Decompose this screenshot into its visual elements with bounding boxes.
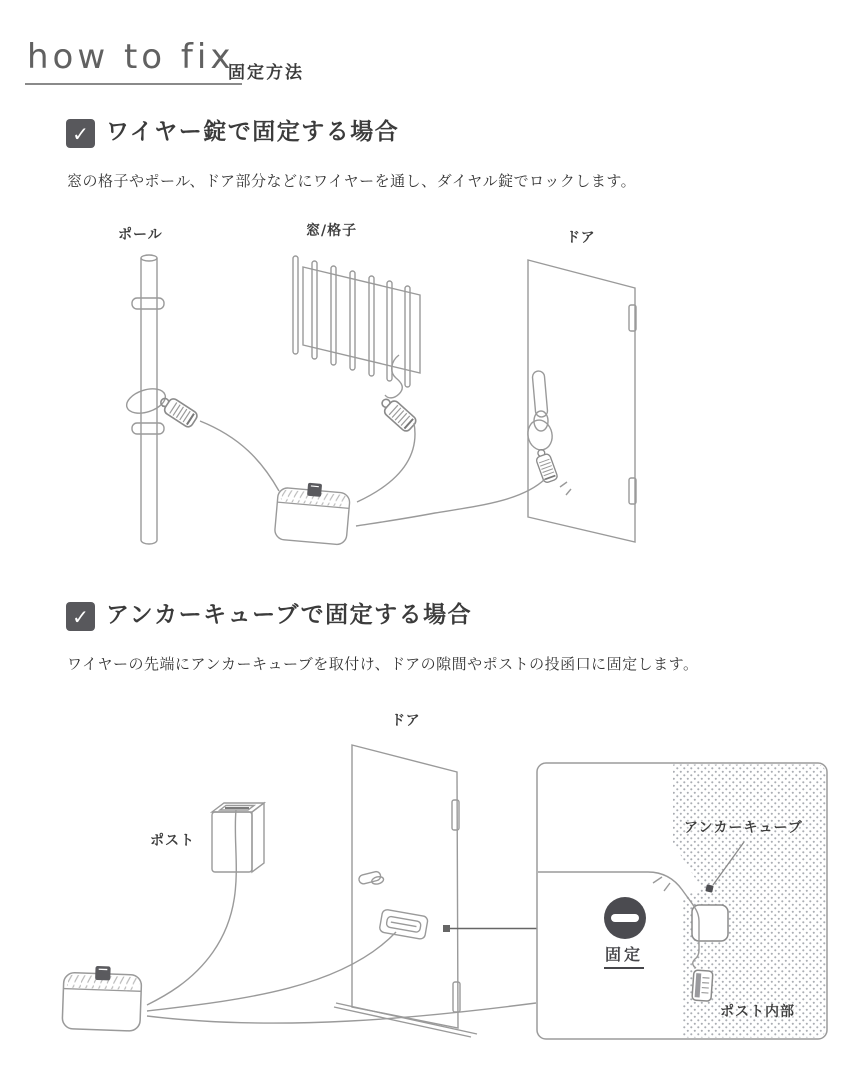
checkmark-glyph: ✓ — [72, 604, 89, 629]
post-interior-panel — [537, 763, 827, 1039]
anchor-cube-drawing — [692, 905, 728, 941]
window-lattice-drawing — [293, 256, 420, 502]
wire-pole-to-bag — [200, 421, 279, 491]
wire-bag-to-door-slot — [147, 932, 396, 1011]
dial-lock-lattice — [377, 394, 417, 433]
post-label: ポスト — [150, 833, 195, 849]
section1-description: 窓の格子やポール、ドア部分などにワイヤーを通し、ダイヤル錠でロックします。 — [67, 172, 637, 190]
wire-lock-diagram — [0, 225, 861, 580]
wire-lattice-to-bag — [357, 423, 415, 502]
door-drawing-2 — [334, 745, 477, 1037]
dial-lock-pole — [157, 393, 199, 428]
page-title: how to fix — [25, 40, 242, 85]
hinge-icon — [453, 982, 460, 1012]
wire-bag-under-door — [147, 1003, 536, 1023]
section2-heading: アンカーキューブで固定する場合 — [106, 602, 473, 628]
door-mail-slot — [379, 909, 428, 940]
hinge-icon — [452, 800, 459, 830]
delivery-bag-2 — [62, 965, 142, 1031]
section1-heading: ワイヤー錠で固定する場合 — [106, 119, 400, 145]
delivery-bag-1 — [274, 480, 351, 545]
anchor-cube-label: アンカーキューブ — [684, 820, 803, 836]
door-label-1: ドア — [566, 230, 596, 246]
fixed-label: 固定 — [604, 942, 644, 969]
page-header — [25, 37, 242, 85]
check-icon — [66, 602, 95, 631]
pole-label: ポール — [118, 227, 163, 243]
door-handle-2 — [358, 870, 384, 888]
dial-lock-panel — [692, 970, 713, 1001]
anchor-cube-marker-dot — [705, 884, 713, 892]
door-drawing-1 — [356, 260, 636, 542]
wire-loop-door — [525, 418, 555, 452]
window-lattice-label: 窓/格子 — [306, 223, 358, 239]
door-label-2: ドア — [391, 713, 421, 729]
anchor-cube-diagram — [0, 700, 861, 1080]
post-interior-label: ポスト内部 — [720, 1004, 795, 1020]
page-subtitle: 固定方法 — [228, 63, 304, 83]
section2-description: ワイヤーの先端にアンカーキューブを取付け、ドアの隙間やポストの投函口に固定します。 — [67, 655, 699, 673]
dial-lock-door — [533, 447, 558, 483]
check-icon — [66, 119, 95, 148]
checkmark-glyph: ✓ — [72, 121, 89, 146]
pole-drawing — [124, 255, 279, 544]
no-entry-icon — [604, 897, 646, 939]
